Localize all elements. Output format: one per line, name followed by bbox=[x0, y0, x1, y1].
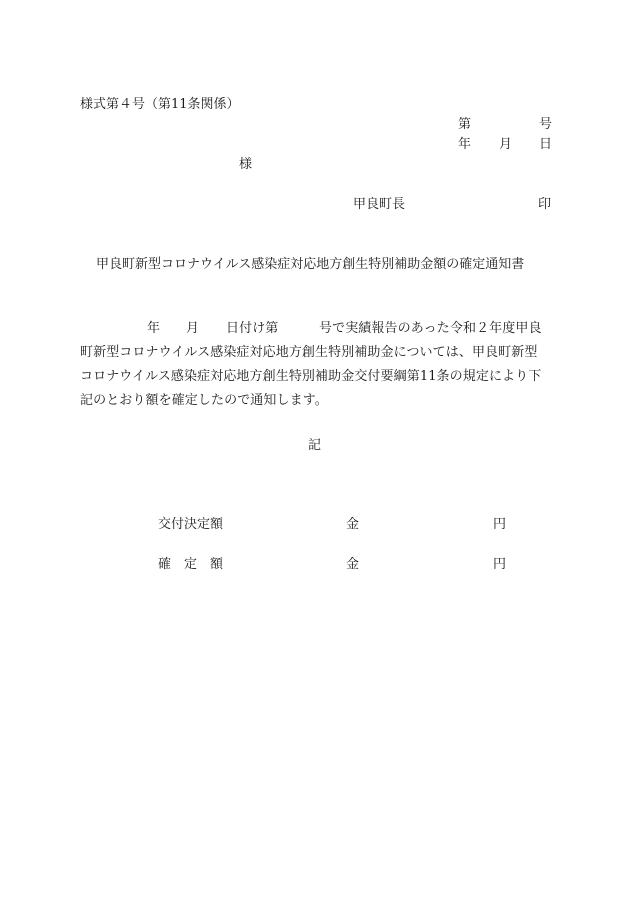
body-dated-no: 日付け第 bbox=[226, 321, 279, 336]
body-year: 年 bbox=[147, 321, 161, 336]
document-number-suffix: 号 bbox=[539, 117, 553, 132]
body-line-1-text: 号で実績報告のあった令和２年度甲良 bbox=[319, 321, 542, 336]
amount-label: 確 定 額 bbox=[158, 557, 224, 572]
date-month: 月 bbox=[499, 137, 513, 152]
record-heading: 記 bbox=[308, 438, 322, 453]
date-year: 年 bbox=[458, 137, 472, 152]
seal-mark: 印 bbox=[538, 197, 552, 212]
date-day: 日 bbox=[539, 137, 553, 152]
body-line-2: 町新型コロナウイルス感染症対応地方創生特別補助金については、甲良町新型 bbox=[80, 345, 538, 360]
amount-label: 交付決定額 bbox=[158, 517, 224, 532]
form-label: 様式第４号（第11条関係） bbox=[80, 97, 240, 112]
amount-prefix: 金 bbox=[346, 557, 360, 572]
issuer-title: 甲良町長 bbox=[353, 197, 406, 212]
amount-unit: 円 bbox=[493, 557, 507, 572]
body-line-4: 記のとおり額を確定したので通知します。 bbox=[80, 393, 328, 408]
amount-unit: 円 bbox=[493, 517, 507, 532]
body-paragraph bbox=[80, 317, 550, 413]
document-title: 甲良町新型コロナウイルス感染症対応地方創生特別補助金額の確定通知書 bbox=[96, 257, 525, 272]
body-line-1 bbox=[80, 317, 550, 341]
body-month: 月 bbox=[186, 321, 200, 336]
body-line-3: コロナウイルス感染症対応地方創生特別補助金交付要綱第11条の規定により下 bbox=[80, 369, 542, 384]
document-number-prefix: 第 bbox=[458, 117, 472, 132]
amount-prefix: 金 bbox=[346, 517, 360, 532]
addressee-honorific: 様 bbox=[239, 157, 253, 172]
